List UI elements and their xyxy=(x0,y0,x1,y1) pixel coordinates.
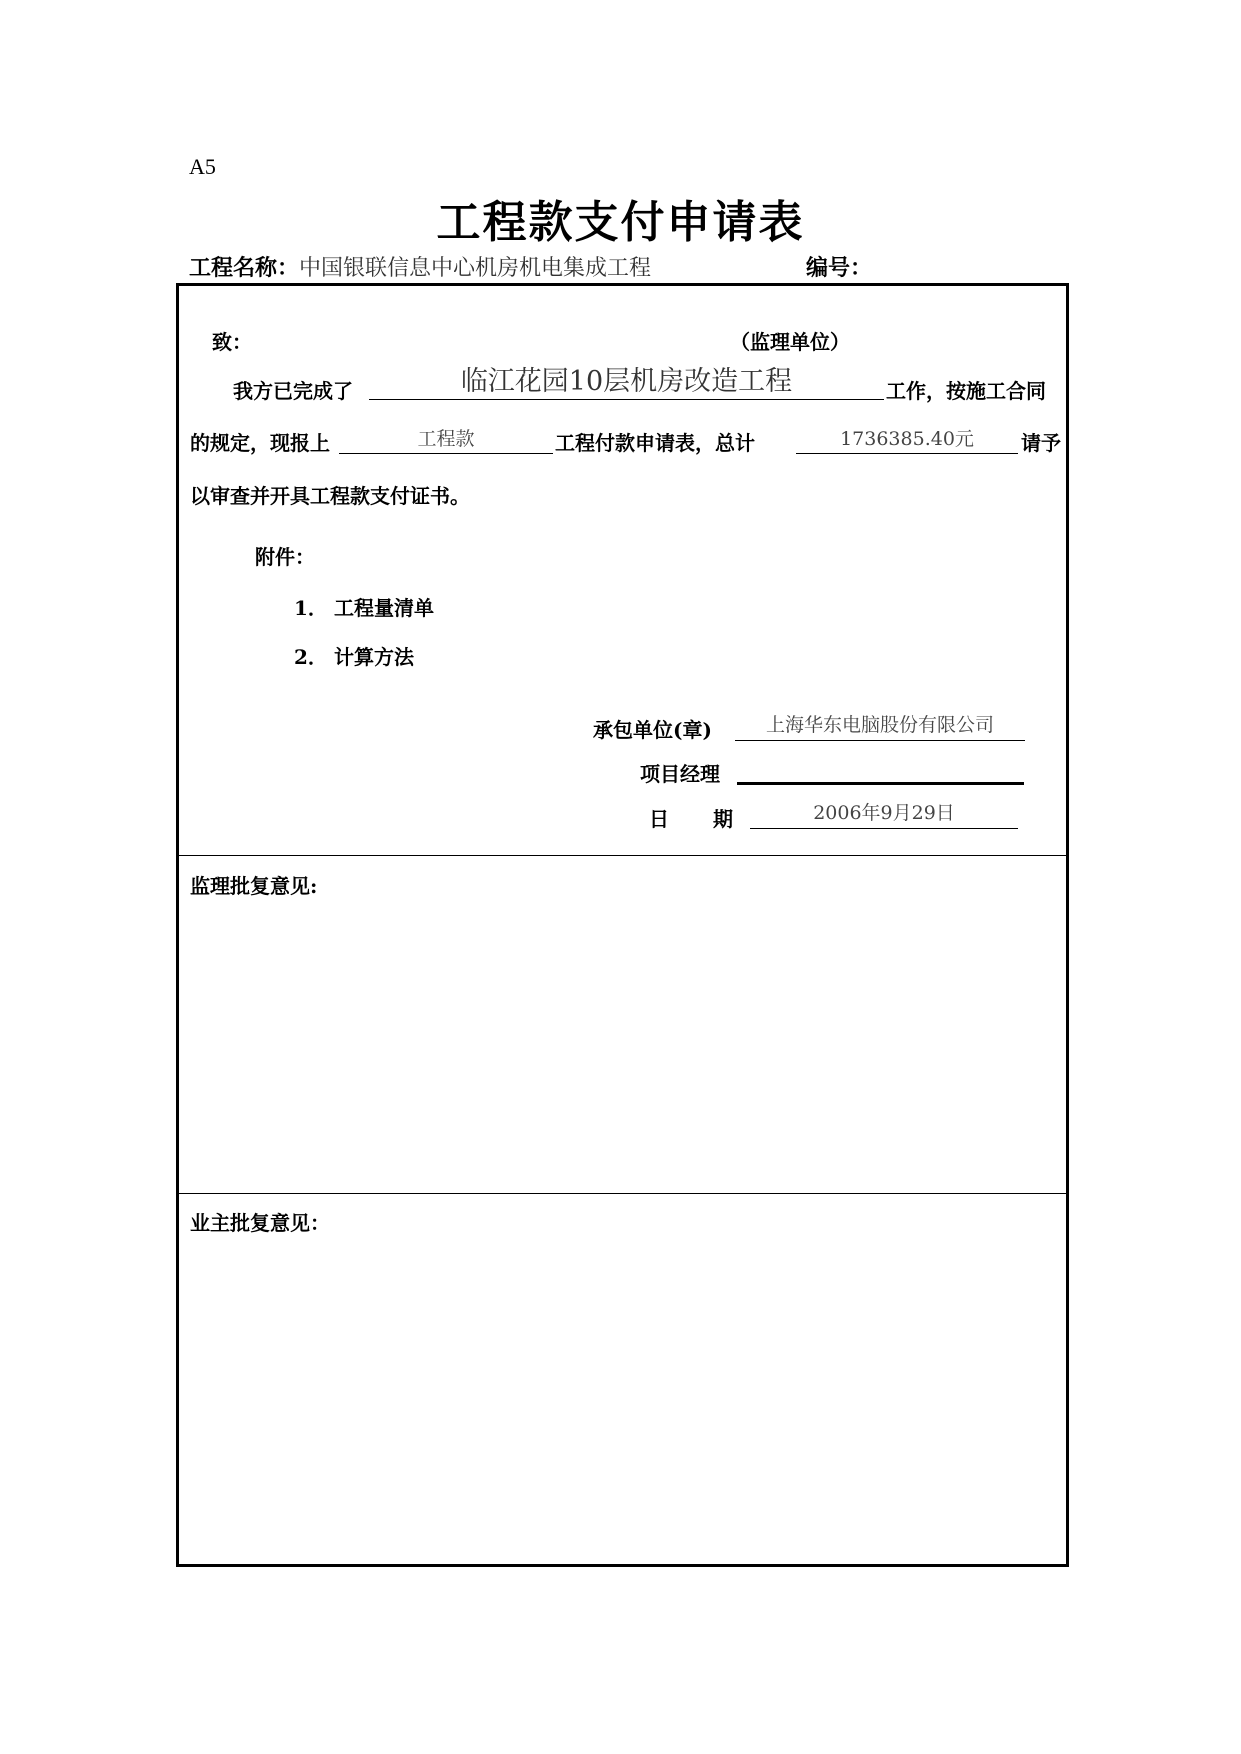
report-middle: 工程付款申请表，总计 xyxy=(555,431,755,455)
project-manager-label: 项目经理 xyxy=(640,762,720,786)
supervisor-opinion-label: 监理批复意见: xyxy=(190,874,318,898)
section-divider xyxy=(179,1193,1066,1194)
project-name-label: 工程名称： xyxy=(189,255,300,281)
contractor-field: 上海华东电脑股份有限公司 xyxy=(735,712,1025,741)
page-title: 工程款支付申请表 xyxy=(436,197,805,248)
report-suffix: 请予 xyxy=(1021,431,1061,455)
to-label: 致： xyxy=(212,330,252,354)
form-code: A5 xyxy=(189,154,216,179)
attachment-item: 工程量清单 xyxy=(334,596,434,620)
form-number-label: 编号： xyxy=(806,255,873,281)
date-field: 2006年9月29日 xyxy=(750,799,1018,829)
project-name-value: 中国银联信息中心机房机电集成工程 xyxy=(299,256,652,281)
section-divider xyxy=(179,855,1066,856)
completed-prefix: 我方已完成了 xyxy=(233,379,353,403)
completed-work-field: 临江花园10层机房改造工程 xyxy=(369,366,884,400)
application-form-table xyxy=(176,283,1069,1567)
attachment-item: 计算方法 xyxy=(334,645,414,669)
date-label: 期 xyxy=(713,807,733,831)
attachment-number: 1． xyxy=(294,596,328,620)
supervisor-unit-label: （监理单位） xyxy=(730,330,850,354)
total-amount-field: 1736385.40元 xyxy=(796,426,1018,454)
contractor-label: 承包单位(章) xyxy=(593,718,712,742)
date-label: 日 xyxy=(649,807,669,831)
payment-item-field: 工程款 xyxy=(339,426,553,454)
attachment-number: 2． xyxy=(294,645,328,669)
project-name-line xyxy=(189,251,651,282)
report-prefix: 的规定，现报上 xyxy=(190,431,330,455)
project-manager-field xyxy=(737,756,1024,785)
completed-suffix: 工作，按施工合同 xyxy=(886,379,1046,403)
attachments-label: 附件： xyxy=(255,545,315,569)
owner-opinion-label: 业主批复意见： xyxy=(190,1211,330,1235)
request-line: 以审查并开具工程款支付证书。 xyxy=(190,484,470,508)
